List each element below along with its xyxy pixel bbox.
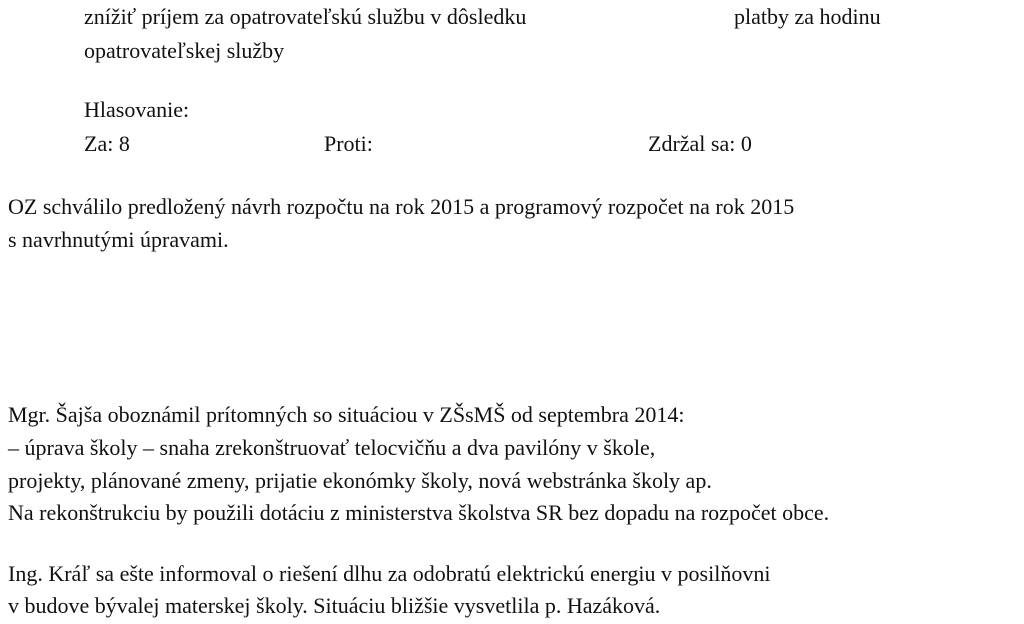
resolution-line-2: s navrhnutými úpravami.	[8, 227, 229, 252]
text-reduce-income: znížiť príjem za opatrovateľskú službu v dôsledku	[84, 4, 527, 29]
vote-abstain: Zdržal sa: 0	[648, 131, 752, 156]
report1-line-2: – úprava školy – snaha zrekonštruovať telocvičňu a dva pavilóny v škole,	[8, 435, 656, 460]
vote-for: Za: 8	[84, 131, 130, 156]
vote-label: Hlasovanie:	[84, 97, 190, 122]
vote-against: Proti:	[324, 131, 373, 156]
resolution-line-1: OZ schválilo predložený návrh rozpočtu na rok 2015 a programový rozpočet na rok 2015	[8, 194, 795, 219]
report2-line-2: v budove bývalej materskej školy. Situáciu bližšie vysvetlila p. Hazáková.	[8, 593, 661, 618]
report2-line-1: Ing. Kráľ sa ešte informoval o riešení dlhu za odobratú elektrickú energiu v posilňovni	[8, 561, 771, 586]
report1-line-1: Mgr. Šajša oboznámil prítomných so situáciou v ZŠsMŠ od septembra 2014:	[8, 402, 685, 427]
report1-line-4: Na rekonštrukciu by použili dotáciu z ministerstva školstva SR bez dopadu na rozpočet obce.	[8, 500, 830, 525]
text-care-service: opatrovateľskej služby	[84, 38, 285, 63]
text-hourly-payment: platby za hodinu	[734, 4, 881, 29]
report1-line-3: projekty, plánované zmeny, prijatie ekonómky školy, nová webstránka školy ap.	[8, 468, 712, 493]
